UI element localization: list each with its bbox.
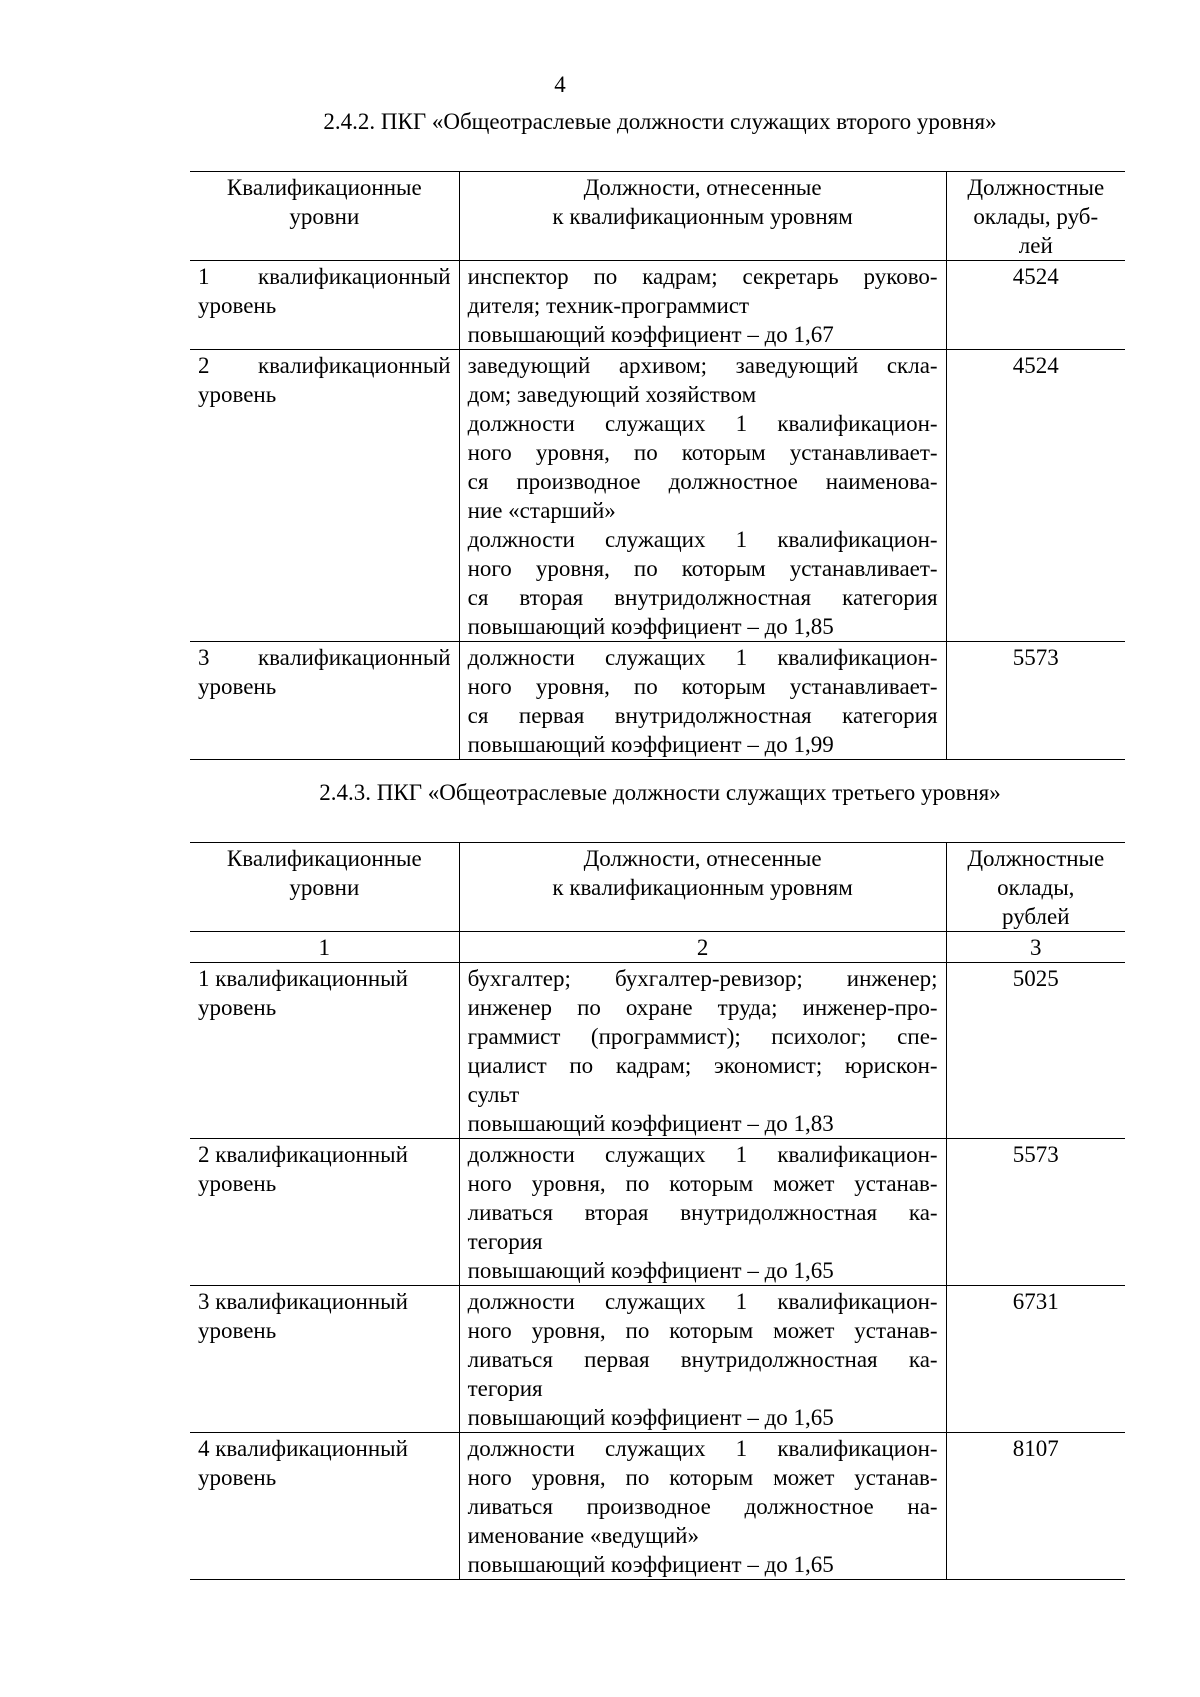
positions-cell (459, 350, 946, 642)
table-row (190, 350, 1125, 642)
position-line: циалист по кадрам; экономист; юрискон- (467, 1053, 938, 1078)
level-cell (190, 1139, 459, 1286)
salary-cell: 5573 (946, 1139, 1125, 1286)
level-tail: уровень (198, 382, 277, 407)
level-tail: уровень (198, 674, 277, 699)
level-cell (190, 1286, 459, 1433)
header-qualification-levels: Квалификационные уровни (190, 843, 459, 932)
section-2-4-3-title: 2.4.3. ПКГ «Общеотраслевые должности служащих третьего уровня» (319, 780, 1001, 805)
level-word: квалификационный (257, 264, 451, 289)
level-cell (190, 963, 459, 1139)
position-line: дом; заведующий хозяйством (467, 382, 757, 407)
position-line: должности служащих 1 квалификацион- (467, 1436, 938, 1461)
position-line: должности служащих 1 квалификацион- (467, 645, 938, 670)
page-number: 4 (554, 72, 566, 97)
positions-cell (459, 261, 946, 350)
table-row (190, 1139, 1125, 1286)
position-line: тегория (467, 1376, 543, 1401)
position-line: ние «старший» (467, 498, 616, 523)
column-number-row (190, 932, 1125, 963)
table-2-4-3 (190, 842, 1125, 1580)
position-line: ся первая внутридолжностная категория (467, 703, 938, 728)
level-tail: уровень (198, 1465, 277, 1490)
level-number: 2 (198, 353, 210, 378)
salary-cell: 4524 (946, 261, 1125, 350)
level-word: квалификационный (257, 353, 451, 378)
header-salaries: Должностные оклады, рублей (946, 843, 1125, 932)
positions-cell (459, 1139, 946, 1286)
table-2-4-2 (190, 171, 1125, 760)
salary-cell: 5025 (946, 963, 1125, 1139)
position-line: заведующий архивом; заведующий скла- (467, 353, 938, 378)
level-cell (190, 350, 459, 642)
position-line: ного уровня, по которым может устанав- (467, 1171, 938, 1196)
level-label: 2 квалификационный (198, 1142, 408, 1167)
position-line: ливаться вторая внутридолжностная ка- (467, 1200, 938, 1225)
position-line: повышающий коэффициент – до 1,65 (467, 1552, 834, 1577)
position-line: повышающий коэффициент – до 1,65 (467, 1258, 834, 1283)
position-line: повышающий коэффициент – до 1,99 (467, 732, 834, 757)
table-header-row (190, 172, 1125, 261)
column-number: 3 (946, 932, 1125, 963)
level-tail: уровень (198, 293, 277, 318)
position-line: инженер по охране труда; инженер-про- (467, 995, 938, 1020)
level-word: квалификационный (257, 645, 451, 670)
table-row (190, 642, 1125, 760)
position-line: ного уровня, по которым может устанав- (467, 1318, 938, 1343)
position-line: граммист (программист); психолог; спе- (467, 1024, 938, 1049)
position-line: сульт (467, 1082, 520, 1107)
position-line: должности служащих 1 квалификацион- (467, 527, 938, 552)
position-line: бухгалтер; бухгалтер-ревизор; инженер; (467, 966, 938, 991)
positions-cell (459, 1433, 946, 1580)
positions-cell (459, 963, 946, 1139)
level-tail: уровень (198, 1318, 277, 1343)
table-header-row (190, 843, 1125, 932)
salary-cell: 8107 (946, 1433, 1125, 1580)
column-number: 2 (459, 932, 946, 963)
salary-cell: 5573 (946, 642, 1125, 760)
header-positions: Должности, отнесенные к квалификационным уровням (459, 172, 946, 261)
salary-cell: 4524 (946, 350, 1125, 642)
position-line: должности служащих 1 квалификацион- (467, 1142, 938, 1167)
salary-cell: 6731 (946, 1286, 1125, 1433)
table-row (190, 1286, 1125, 1433)
position-line: должности служащих 1 квалификацион- (467, 1289, 938, 1314)
position-line: именование «ведущий» (467, 1523, 699, 1548)
position-line: ного уровня, по которым устанавливает- (467, 674, 938, 699)
level-label (198, 262, 451, 291)
level-label (198, 351, 451, 380)
position-line: повышающий коэффициент – до 1,85 (467, 614, 834, 639)
position-line: ливаться производное должностное на- (467, 1494, 938, 1519)
position-line: повышающий коэффициент – до 1,83 (467, 1111, 834, 1136)
level-label: 1 квалификационный (198, 966, 408, 991)
position-line: ного уровня, по которым устанавливает- (467, 440, 938, 465)
position-line: должности служащих 1 квалификацион- (467, 411, 938, 436)
position-line: дителя; техник-программист (467, 293, 750, 318)
section-2-4-2-title: 2.4.2. ПКГ «Общеотраслевые должности служащих второго уровня» (323, 109, 997, 134)
header-qualification-levels: Квалификационные уровни (190, 172, 459, 261)
header-positions: Должности, отнесенные к квалификационным уровням (459, 843, 946, 932)
level-number: 3 (198, 645, 210, 670)
position-line: ся производное должностное наименова- (467, 469, 938, 494)
level-cell (190, 642, 459, 760)
level-tail: уровень (198, 995, 277, 1020)
position-line: ливаться первая внутридолжностная ка- (467, 1347, 938, 1372)
position-line: ся вторая внутридолжностная категория (467, 585, 938, 610)
table-row (190, 1433, 1125, 1580)
column-number: 1 (190, 932, 459, 963)
level-tail: уровень (198, 1171, 277, 1196)
table-row (190, 261, 1125, 350)
position-line: ного уровня, по которым устанавливает- (467, 556, 938, 581)
positions-cell (459, 642, 946, 760)
position-line: тегория (467, 1229, 543, 1254)
level-label (198, 643, 451, 672)
positions-cell (459, 1286, 946, 1433)
level-label: 3 квалификационный (198, 1289, 408, 1314)
level-label: 4 квалификационный (198, 1436, 408, 1461)
position-line: ного уровня, по которым может устанав- (467, 1465, 938, 1490)
table-row (190, 963, 1125, 1139)
level-cell (190, 1433, 459, 1580)
level-cell (190, 261, 459, 350)
header-salaries: Должностные оклады, руб- лей (946, 172, 1125, 261)
position-line: инспектор по кадрам; секретарь руково- (467, 264, 938, 289)
position-line: повышающий коэффициент – до 1,67 (467, 322, 834, 347)
level-number: 1 (198, 264, 210, 289)
position-line: повышающий коэффициент – до 1,65 (467, 1405, 834, 1430)
